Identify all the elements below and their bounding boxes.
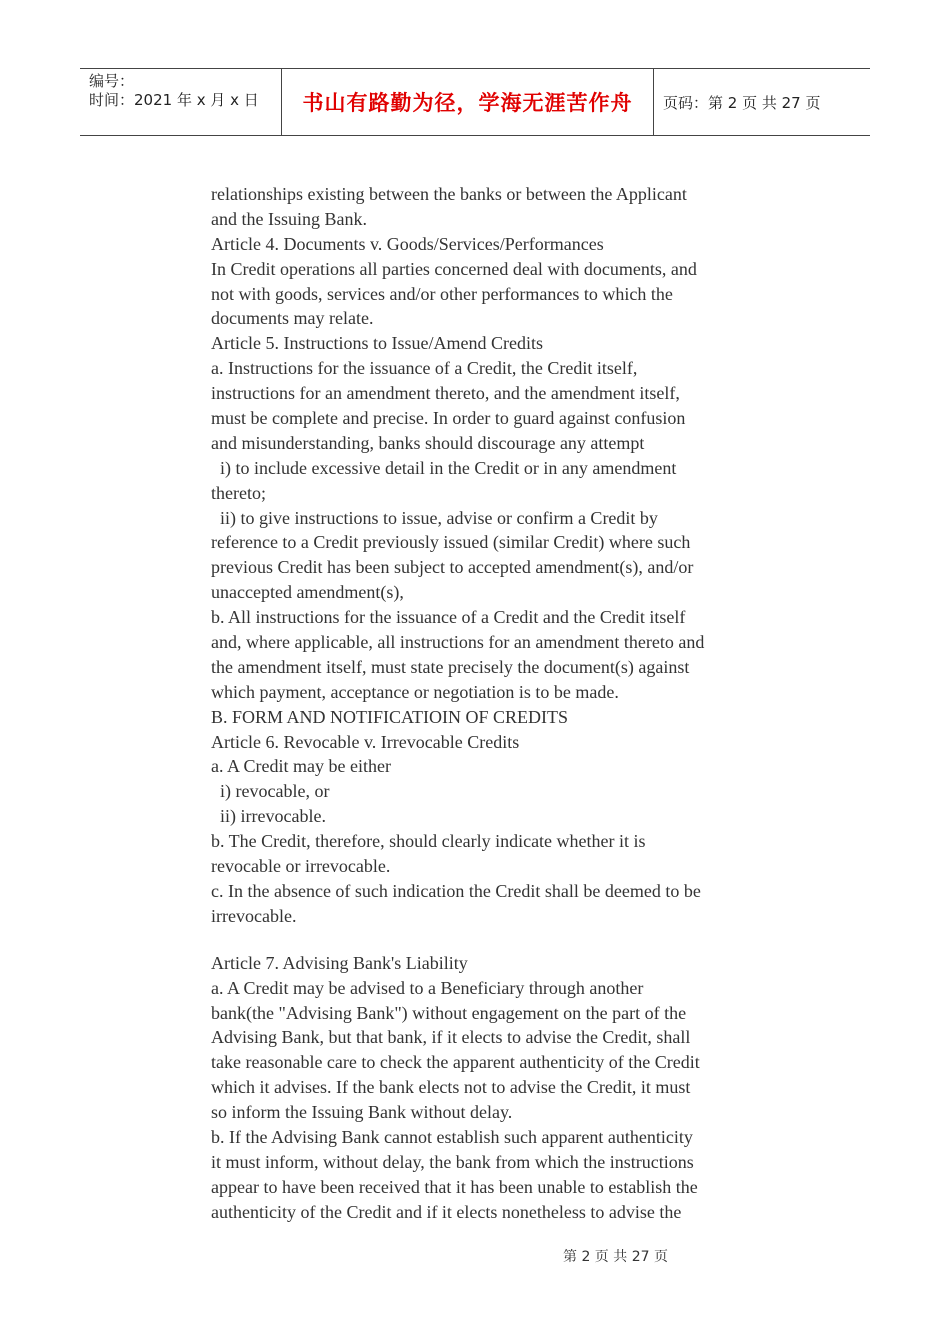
text-line: reference to a Credit previously issued (similar Credit) where such [211,532,691,553]
header-motto-cell [281,69,654,135]
text-line: previous Credit has been subject to accepted amendment(s), and/or [211,557,694,578]
text-line: a. A Credit may be advised to a Beneficiary through another [211,977,644,998]
text-line: B. FORM AND NOTIFICATIOIN OF CREDITS [211,706,569,727]
body-block-2 [211,951,751,1225]
text-line: b. If the Advising Bank cannot establish such apparent authenticity [211,1126,693,1147]
document-body [211,182,751,1225]
text-line: which it advises. If the bank elects not to advise the Credit, it must [211,1077,691,1098]
header-motto: 书山有路勤为径，学海无涯苦作舟 [302,91,633,115]
text-line: Article 7. Advising Bank's Liability [211,952,468,973]
text-line: b. All instructions for the issuance of a Credit and the Credit itself [211,607,686,628]
text-line: a. A Credit may be either [211,756,391,777]
text-line: take reasonable care to check the apparent authenticity of the Credit [211,1052,700,1073]
text-line: Article 6. Revocable v. Irrevocable Credits [211,731,520,752]
document-time-label: 时间：2021 年 x 月 x 日 [89,91,259,109]
paragraph-gap [211,929,751,951]
text-line: c. In the absence of such indication the Credit shall be deemed to be [211,880,701,901]
text-line: and misunderstanding, banks should discourage any attempt [211,432,645,453]
text-line: authenticity of the Credit and if it elects nonetheless to advise the [211,1201,682,1222]
text-line: thereto; [211,482,266,503]
text-line: the amendment itself, must state precisely the document(s) against [211,656,690,677]
text-line: which payment, acceptance or negotiation is to be made. [211,681,619,702]
text-line: and, where applicable, all instructions for an amendment thereto and [211,632,705,653]
text-line: b. The Credit, therefore, should clearly indicate whether it is [211,831,646,852]
text-line: In Credit operations all parties concerned deal with documents, and [211,258,697,279]
header-meta [80,69,281,135]
header-page-info-cell [654,69,870,135]
page-footer: 第 2 页 共 27 页 [563,1249,668,1265]
text-line: relationships existing between the banks or between the Applicant [211,184,687,204]
text-line: revocable or irrevocable. [211,856,391,877]
text-line: bank(the "Advising Bank") without engagement on the part of the [211,1002,687,1023]
text-line: Article 5. Instructions to Issue/Amend Credits [211,333,543,354]
document-number-label: 编号： [89,72,135,90]
text-line: irrevocable. [211,905,297,926]
text-line: appear to have been received that it has been unable to establish the [211,1176,698,1197]
text-line: not with goods, services and/or other performances to which the [211,283,673,304]
text-line: ii) irrevocable. [211,806,326,827]
text-line: Article 4. Documents v. Goods/Services/Performances [211,233,604,254]
header-page-info: 页码：第 2 页 共 27 页 [663,93,821,112]
text-line: i) to include excessive detail in the Credit or in any amendment [211,457,677,478]
text-line: so inform the Issuing Bank without delay. [211,1102,513,1123]
document-header [80,68,870,136]
text-line: documents may relate. [211,308,374,329]
text-line: unaccepted amendment(s), [211,582,404,603]
text-line: i) revocable, or [211,781,330,802]
text-line: Advising Bank, but that bank, if it elects to advise the Credit, shall [211,1027,691,1048]
text-line: instructions for an amendment thereto, and the amendment itself, [211,383,680,404]
body-block-1 [211,182,751,929]
text-line: must be complete and precise. In order to guard against confusion [211,408,686,429]
text-line: it must inform, without delay, the bank from which the instructions [211,1151,694,1172]
text-line: ii) to give instructions to issue, advise or confirm a Credit by [211,507,658,528]
text-line: and the Issuing Bank. [211,208,367,229]
text-line: a. Instructions for the issuance of a Credit, the Credit itself, [211,358,638,379]
